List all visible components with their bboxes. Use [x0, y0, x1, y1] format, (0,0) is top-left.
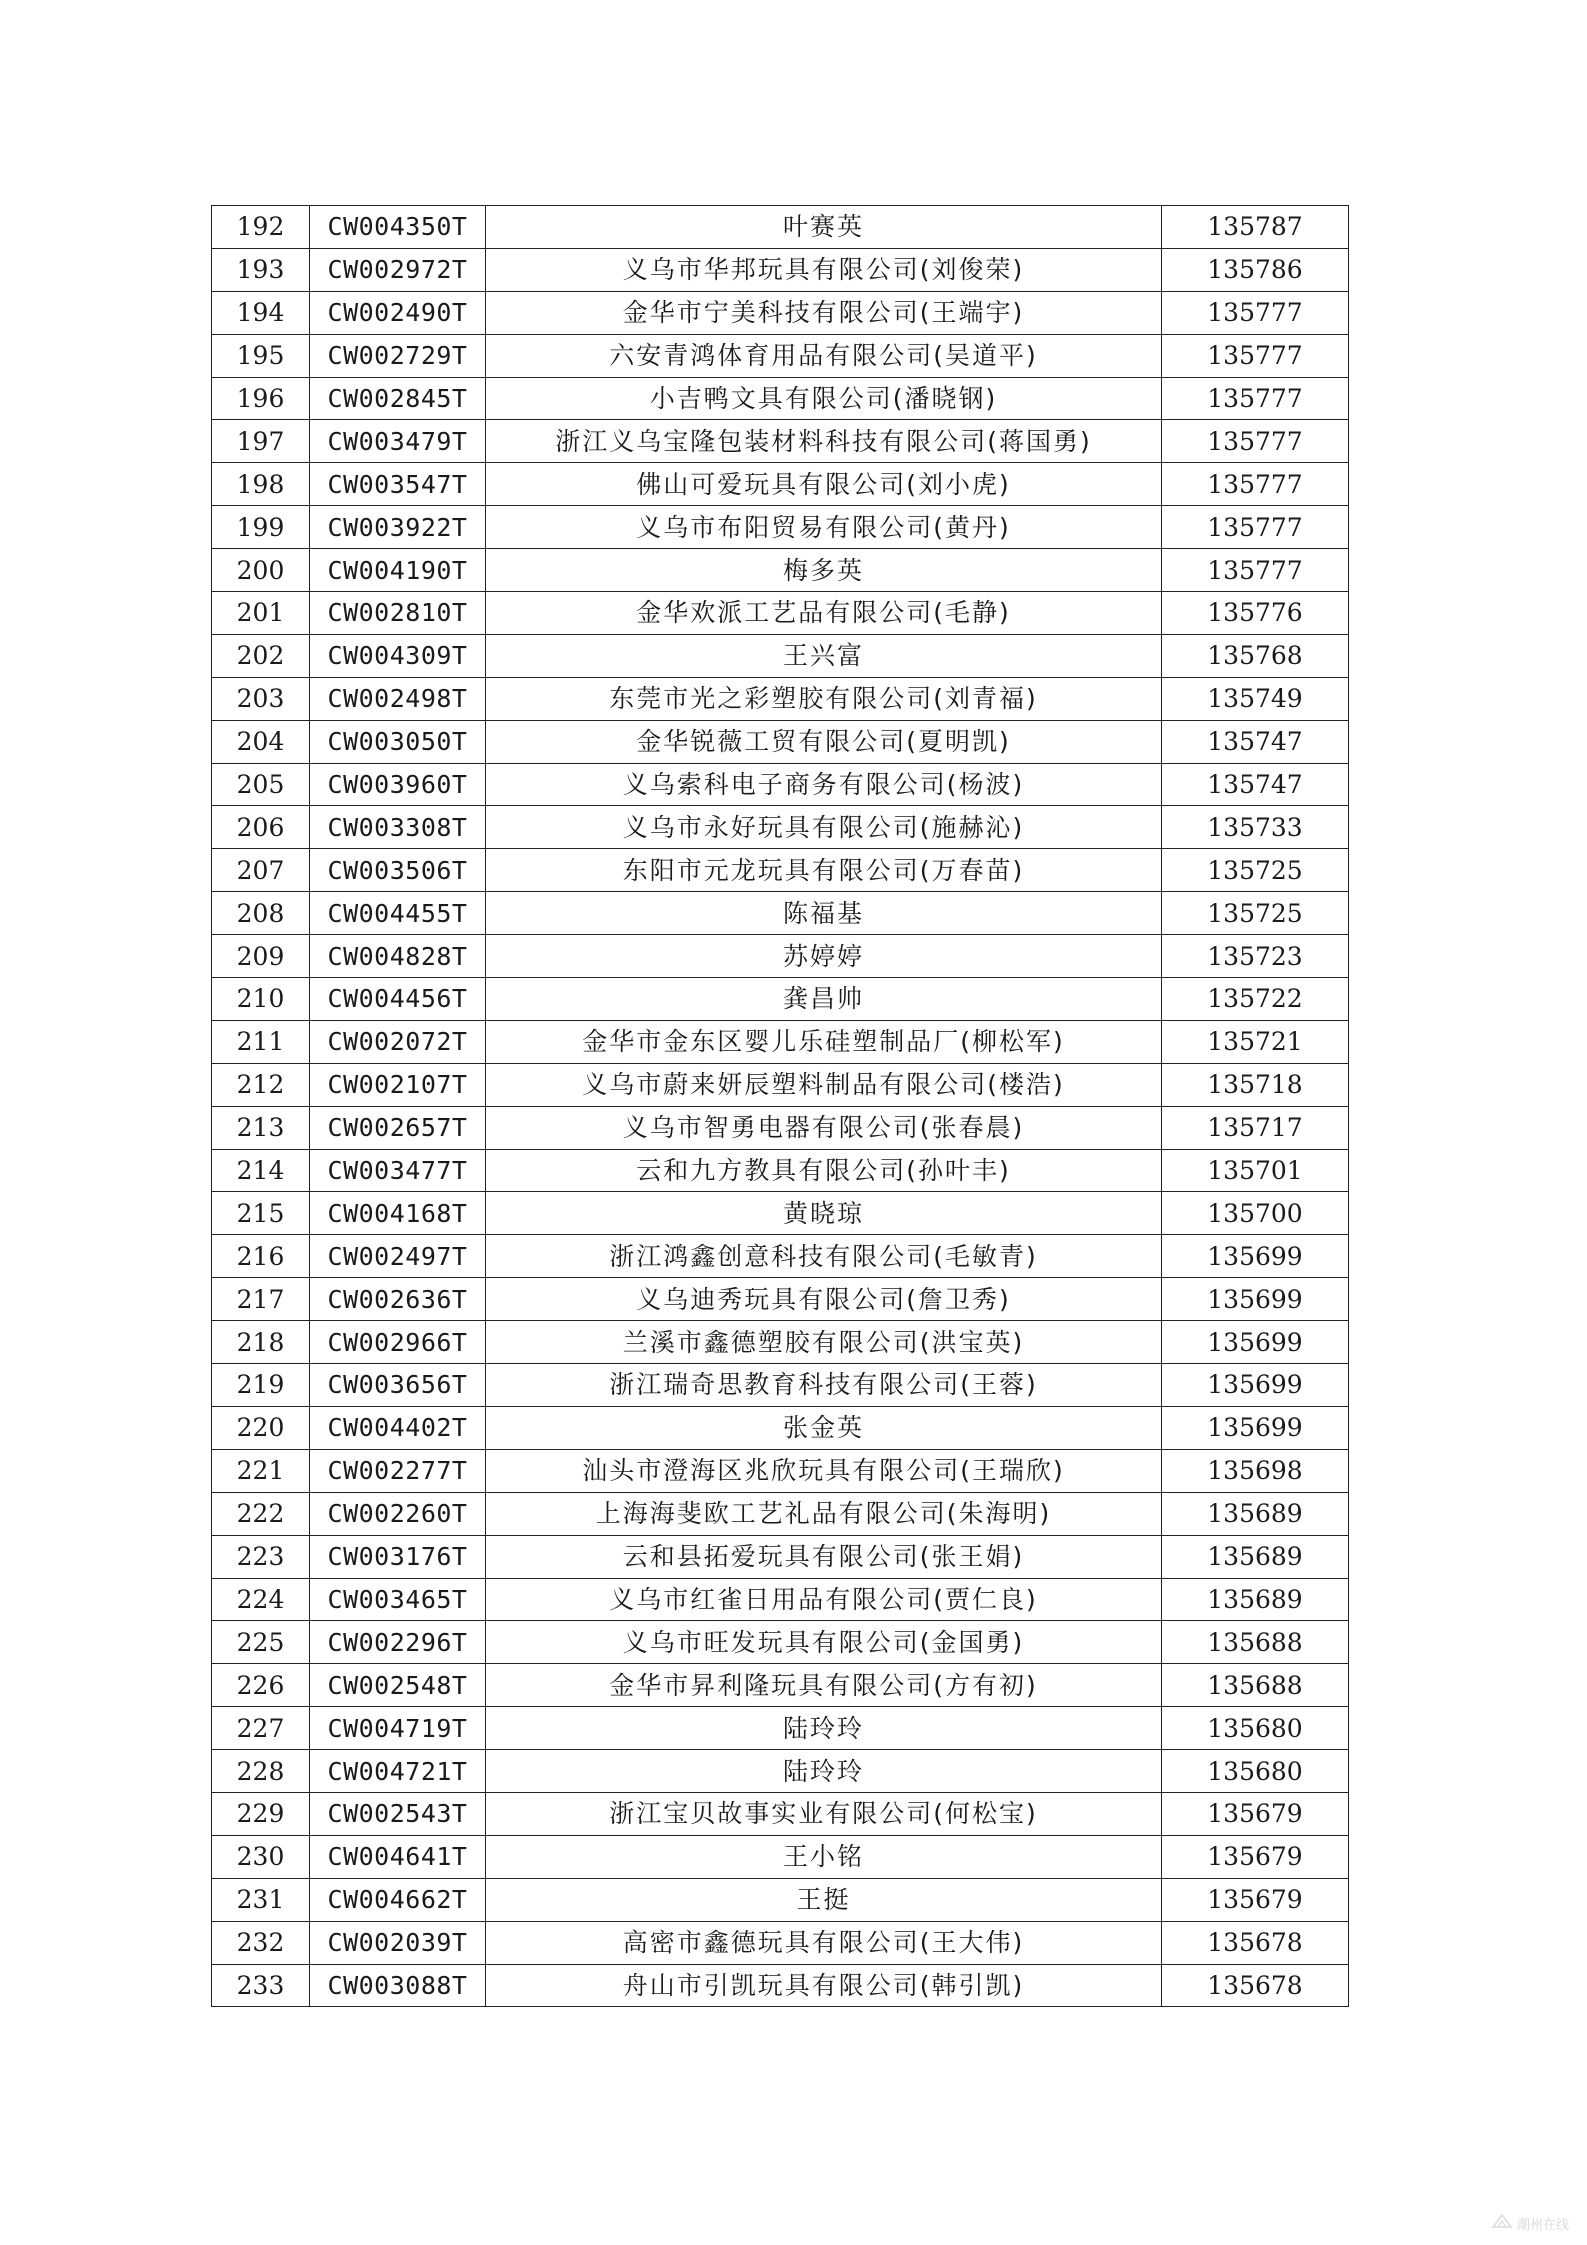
name-cell: 金华市昇利隆玩具有限公司(方有初)	[486, 1664, 1162, 1707]
table-row	[212, 1406, 1349, 1449]
name-cell: 陆玲玲	[486, 1750, 1162, 1793]
table-row	[212, 463, 1349, 506]
table-row	[212, 1492, 1349, 1535]
code-cell: CW004828T	[310, 935, 486, 978]
code-cell: CW004190T	[310, 549, 486, 592]
table-row	[212, 1020, 1349, 1063]
score-cell: 135678	[1162, 1964, 1349, 2007]
name-cell: 龚昌帅	[486, 978, 1162, 1021]
code-cell: CW003477T	[310, 1149, 486, 1192]
name-cell: 梅多英	[486, 549, 1162, 592]
code-cell: CW002845T	[310, 377, 486, 420]
table-row	[212, 1664, 1349, 1707]
table-row	[212, 1449, 1349, 1492]
name-cell: 浙江宝贝故事实业有限公司(何松宝)	[486, 1792, 1162, 1835]
table-row	[212, 1364, 1349, 1407]
rank-cell: 197	[212, 420, 310, 463]
code-cell: CW004168T	[310, 1192, 486, 1235]
score-cell: 135689	[1162, 1535, 1349, 1578]
name-cell: 苏婷婷	[486, 935, 1162, 978]
name-cell: 金华锐薇工贸有限公司(夏明凯)	[486, 720, 1162, 763]
rank-cell: 232	[212, 1921, 310, 1964]
name-cell: 义乌迪秀玩具有限公司(詹卫秀)	[486, 1278, 1162, 1321]
name-cell: 佛山可爱玩具有限公司(刘小虎)	[486, 463, 1162, 506]
code-cell: CW002277T	[310, 1449, 486, 1492]
rank-cell: 212	[212, 1063, 310, 1106]
table-row	[212, 1621, 1349, 1664]
table-row	[212, 1921, 1349, 1964]
code-cell: CW003506T	[310, 849, 486, 892]
code-cell: CW004455T	[310, 892, 486, 935]
score-cell: 135747	[1162, 763, 1349, 806]
rank-cell: 221	[212, 1449, 310, 1492]
name-cell: 义乌市华邦玩具有限公司(刘俊荣)	[486, 248, 1162, 291]
name-cell: 义乌市旺发玩具有限公司(金国勇)	[486, 1621, 1162, 1664]
rank-cell: 203	[212, 677, 310, 720]
name-cell: 六安青鸿体育用品有限公司(吴道平)	[486, 334, 1162, 377]
rank-cell: 217	[212, 1278, 310, 1321]
name-cell: 东莞市光之彩塑胶有限公司(刘青福)	[486, 677, 1162, 720]
code-cell: CW003088T	[310, 1964, 486, 2007]
rank-cell: 192	[212, 206, 310, 249]
name-cell: 叶赛英	[486, 206, 1162, 249]
table-row	[212, 978, 1349, 1021]
table-row	[212, 806, 1349, 849]
score-cell: 135777	[1162, 420, 1349, 463]
code-cell: CW003479T	[310, 420, 486, 463]
table-row	[212, 248, 1349, 291]
rank-cell: 209	[212, 935, 310, 978]
rank-cell: 215	[212, 1192, 310, 1235]
score-cell: 135699	[1162, 1406, 1349, 1449]
score-cell: 135777	[1162, 291, 1349, 334]
code-cell: CW002966T	[310, 1321, 486, 1364]
score-cell: 135688	[1162, 1664, 1349, 1707]
code-cell: CW002498T	[310, 677, 486, 720]
name-cell: 陈福基	[486, 892, 1162, 935]
code-cell: CW003176T	[310, 1535, 486, 1578]
name-cell: 汕头市澄海区兆欣玩具有限公司(王瑞欣)	[486, 1449, 1162, 1492]
rank-cell: 220	[212, 1406, 310, 1449]
rank-cell: 224	[212, 1578, 310, 1621]
table-row	[212, 592, 1349, 635]
table-row	[212, 1578, 1349, 1621]
name-cell: 陆玲玲	[486, 1707, 1162, 1750]
rank-cell: 213	[212, 1106, 310, 1149]
score-cell: 135747	[1162, 720, 1349, 763]
score-cell: 135722	[1162, 978, 1349, 1021]
ranking-table	[211, 205, 1349, 2007]
name-cell: 金华市金东区婴儿乐硅塑制品厂(柳松军)	[486, 1020, 1162, 1063]
code-cell: CW002810T	[310, 592, 486, 635]
rank-cell: 198	[212, 463, 310, 506]
name-cell: 义乌市智勇电器有限公司(张春晨)	[486, 1106, 1162, 1149]
score-cell: 135787	[1162, 206, 1349, 249]
score-cell: 135768	[1162, 634, 1349, 677]
score-cell: 135777	[1162, 506, 1349, 549]
name-cell: 金华市宁美科技有限公司(王端宇)	[486, 291, 1162, 334]
score-cell: 135700	[1162, 1192, 1349, 1235]
table-row	[212, 1278, 1349, 1321]
table-row	[212, 1878, 1349, 1921]
code-cell: CW002497T	[310, 1235, 486, 1278]
score-cell: 135777	[1162, 549, 1349, 592]
score-cell: 135777	[1162, 334, 1349, 377]
rank-cell: 193	[212, 248, 310, 291]
score-cell: 135680	[1162, 1750, 1349, 1793]
score-cell: 135749	[1162, 677, 1349, 720]
code-cell: CW002657T	[310, 1106, 486, 1149]
score-cell: 135688	[1162, 1621, 1349, 1664]
code-cell: CW004402T	[310, 1406, 486, 1449]
score-cell: 135680	[1162, 1707, 1349, 1750]
score-cell: 135689	[1162, 1578, 1349, 1621]
table-row	[212, 1750, 1349, 1793]
score-cell: 135733	[1162, 806, 1349, 849]
name-cell: 王小铭	[486, 1835, 1162, 1878]
rank-cell: 222	[212, 1492, 310, 1535]
score-cell: 135699	[1162, 1235, 1349, 1278]
score-cell: 135777	[1162, 463, 1349, 506]
score-cell: 135699	[1162, 1321, 1349, 1364]
table-row	[212, 763, 1349, 806]
code-cell: CW003465T	[310, 1578, 486, 1621]
score-cell: 135678	[1162, 1921, 1349, 1964]
rank-cell: 206	[212, 806, 310, 849]
rank-cell: 218	[212, 1321, 310, 1364]
table-row	[212, 1792, 1349, 1835]
rank-cell: 196	[212, 377, 310, 420]
table-row	[212, 1192, 1349, 1235]
name-cell: 义乌市红雀日用品有限公司(贾仁良)	[486, 1578, 1162, 1621]
table-row	[212, 1321, 1349, 1364]
rank-cell: 229	[212, 1792, 310, 1835]
rank-cell: 227	[212, 1707, 310, 1750]
score-cell: 135718	[1162, 1063, 1349, 1106]
score-cell: 135679	[1162, 1835, 1349, 1878]
code-cell: CW004662T	[310, 1878, 486, 1921]
rank-cell: 216	[212, 1235, 310, 1278]
table-row	[212, 1535, 1349, 1578]
rank-cell: 201	[212, 592, 310, 635]
site-watermark	[1491, 2213, 1569, 2233]
code-cell: CW002072T	[310, 1020, 486, 1063]
code-cell: CW004309T	[310, 634, 486, 677]
name-cell: 兰溪市鑫德塑胶有限公司(洪宝英)	[486, 1321, 1162, 1364]
name-cell: 浙江义乌宝隆包装材料科技有限公司(蒋国勇)	[486, 420, 1162, 463]
name-cell: 上海海斐欧工艺礼品有限公司(朱海明)	[486, 1492, 1162, 1535]
table-row	[212, 291, 1349, 334]
rank-cell: 207	[212, 849, 310, 892]
name-cell: 云和九方教具有限公司(孙叶丰)	[486, 1149, 1162, 1192]
rank-cell: 199	[212, 506, 310, 549]
score-cell: 135725	[1162, 849, 1349, 892]
table-row	[212, 1964, 1349, 2007]
name-cell: 浙江鸿鑫创意科技有限公司(毛敏青)	[486, 1235, 1162, 1278]
rank-cell: 204	[212, 720, 310, 763]
rank-cell: 211	[212, 1020, 310, 1063]
score-cell: 135679	[1162, 1878, 1349, 1921]
rank-cell: 219	[212, 1364, 310, 1407]
table-row	[212, 677, 1349, 720]
score-cell: 135701	[1162, 1149, 1349, 1192]
table-row	[212, 720, 1349, 763]
code-cell: CW003308T	[310, 806, 486, 849]
name-cell: 金华欢派工艺品有限公司(毛静)	[486, 592, 1162, 635]
ranking-table-body	[212, 206, 1349, 2007]
code-cell: CW003547T	[310, 463, 486, 506]
code-cell: CW002039T	[310, 1921, 486, 1964]
table-row	[212, 420, 1349, 463]
code-cell: CW003656T	[310, 1364, 486, 1407]
code-cell: CW002107T	[310, 1063, 486, 1106]
code-cell: CW004719T	[310, 1707, 486, 1750]
rank-cell: 214	[212, 1149, 310, 1192]
rank-cell: 233	[212, 1964, 310, 2007]
table-row	[212, 206, 1349, 249]
code-cell: CW004721T	[310, 1750, 486, 1793]
name-cell: 义乌市布阳贸易有限公司(黄丹)	[486, 506, 1162, 549]
name-cell: 高密市鑫德玩具有限公司(王大伟)	[486, 1921, 1162, 1964]
name-cell: 王挺	[486, 1878, 1162, 1921]
rank-cell: 225	[212, 1621, 310, 1664]
code-cell: CW004456T	[310, 978, 486, 1021]
score-cell: 135777	[1162, 377, 1349, 420]
rank-cell: 231	[212, 1878, 310, 1921]
code-cell: CW002636T	[310, 1278, 486, 1321]
code-cell: CW002729T	[310, 334, 486, 377]
code-cell: CW004350T	[310, 206, 486, 249]
rank-cell: 228	[212, 1750, 310, 1793]
table-row	[212, 849, 1349, 892]
code-cell: CW003050T	[310, 720, 486, 763]
rank-cell: 210	[212, 978, 310, 1021]
watermark-text: 潮州在线	[1516, 2217, 1569, 2233]
table-row	[212, 1149, 1349, 1192]
code-cell: CW002543T	[310, 1792, 486, 1835]
name-cell: 浙江瑞奇思教育科技有限公司(王蓉)	[486, 1364, 1162, 1407]
code-cell: CW003960T	[310, 763, 486, 806]
score-cell: 135698	[1162, 1449, 1349, 1492]
table-row	[212, 549, 1349, 592]
table-row	[212, 1835, 1349, 1878]
table-row	[212, 1106, 1349, 1149]
table-row	[212, 1707, 1349, 1750]
table-row	[212, 892, 1349, 935]
rank-cell: 200	[212, 549, 310, 592]
rank-cell: 205	[212, 763, 310, 806]
score-cell: 135689	[1162, 1492, 1349, 1535]
name-cell: 义乌市蔚来妍辰塑料制品有限公司(楼浩)	[486, 1063, 1162, 1106]
rank-cell: 223	[212, 1535, 310, 1578]
rank-cell: 194	[212, 291, 310, 334]
name-cell: 王兴富	[486, 634, 1162, 677]
name-cell: 东阳市元龙玩具有限公司(万春苗)	[486, 849, 1162, 892]
name-cell: 小吉鸭文具有限公司(潘晓钢)	[486, 377, 1162, 420]
score-cell: 135786	[1162, 248, 1349, 291]
site-logo-icon	[1491, 2213, 1513, 2233]
rank-cell: 208	[212, 892, 310, 935]
code-cell: CW004641T	[310, 1835, 486, 1878]
code-cell: CW003922T	[310, 506, 486, 549]
table-row	[212, 334, 1349, 377]
score-cell: 135717	[1162, 1106, 1349, 1149]
score-cell: 135725	[1162, 892, 1349, 935]
rank-cell: 195	[212, 334, 310, 377]
score-cell: 135679	[1162, 1792, 1349, 1835]
table-row	[212, 634, 1349, 677]
rank-cell: 230	[212, 1835, 310, 1878]
code-cell: CW002490T	[310, 291, 486, 334]
code-cell: CW002548T	[310, 1664, 486, 1707]
table-row	[212, 1235, 1349, 1278]
code-cell: CW002972T	[310, 248, 486, 291]
score-cell: 135699	[1162, 1364, 1349, 1407]
score-cell: 135699	[1162, 1278, 1349, 1321]
score-cell: 135776	[1162, 592, 1349, 635]
name-cell: 义乌索科电子商务有限公司(杨波)	[486, 763, 1162, 806]
rank-cell: 226	[212, 1664, 310, 1707]
table-row	[212, 935, 1349, 978]
name-cell: 张金英	[486, 1406, 1162, 1449]
score-cell: 135723	[1162, 935, 1349, 978]
score-cell: 135721	[1162, 1020, 1349, 1063]
code-cell: CW002296T	[310, 1621, 486, 1664]
name-cell: 义乌市永好玩具有限公司(施赫沁)	[486, 806, 1162, 849]
name-cell: 舟山市引凯玩具有限公司(韩引凯)	[486, 1964, 1162, 2007]
table-row	[212, 377, 1349, 420]
name-cell: 云和县拓爱玩具有限公司(张王娟)	[486, 1535, 1162, 1578]
table-row	[212, 506, 1349, 549]
table-row	[212, 1063, 1349, 1106]
name-cell: 黄晓琼	[486, 1192, 1162, 1235]
code-cell: CW002260T	[310, 1492, 486, 1535]
rank-cell: 202	[212, 634, 310, 677]
